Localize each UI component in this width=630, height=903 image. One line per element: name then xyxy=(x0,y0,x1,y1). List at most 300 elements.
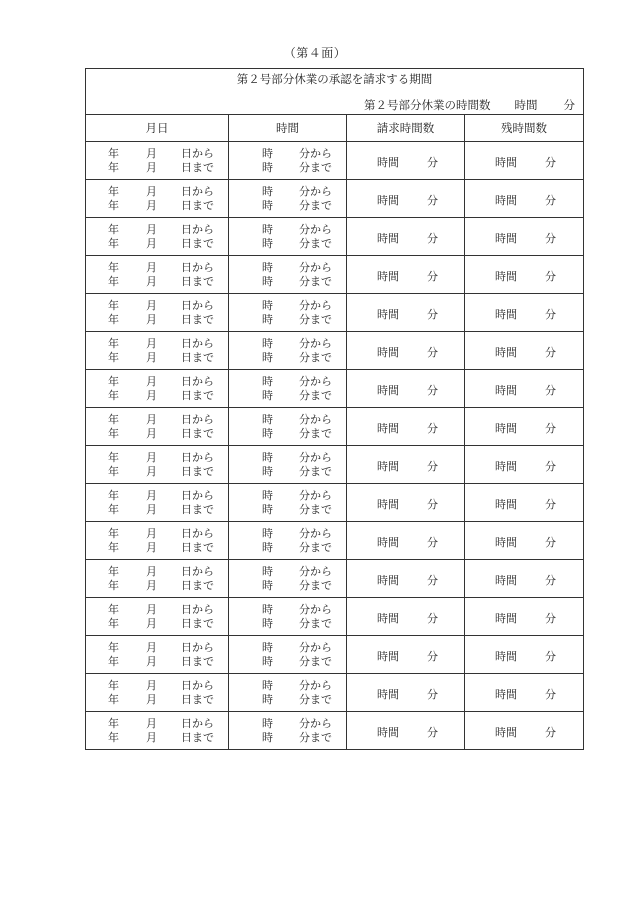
minutes-unit: 分 xyxy=(427,574,438,587)
year-unit: 年 xyxy=(108,679,119,692)
minutes-unit: 分 xyxy=(427,194,438,207)
minute-from-label: 分から xyxy=(299,527,332,540)
minutes-unit: 分 xyxy=(427,688,438,701)
day-to-label: 日まで xyxy=(181,237,214,250)
table-title: 第２号部分休業の承認を請求する期間 xyxy=(236,72,433,86)
remaining-hours-cell[interactable] xyxy=(465,218,584,256)
minutes-unit: 分 xyxy=(427,498,438,511)
minute-to-label: 分まで xyxy=(299,351,332,364)
minute-from-label: 分から xyxy=(299,717,332,730)
minutes-unit: 分 xyxy=(545,156,556,169)
minute-to-label: 分まで xyxy=(299,579,332,592)
requested-hours-cell[interactable] xyxy=(347,484,465,522)
hours-unit: 時間 xyxy=(377,308,399,321)
day-to-label: 日まで xyxy=(181,389,214,402)
hours-unit: 時間 xyxy=(377,574,399,587)
time-range-cell[interactable] xyxy=(229,484,347,522)
hours-unit: 時間 xyxy=(495,460,517,473)
minutes-unit: 分 xyxy=(427,384,438,397)
month-unit: 月 xyxy=(146,579,157,592)
day-from-label: 日から xyxy=(181,641,214,654)
minutes-unit: 分 xyxy=(545,422,556,435)
date-range-cell[interactable] xyxy=(86,180,229,218)
month-unit: 月 xyxy=(146,275,157,288)
table-row xyxy=(86,142,584,180)
minute-to-label: 分まで xyxy=(299,655,332,668)
hour-unit: 時 xyxy=(262,679,273,692)
minutes-unit: 分 xyxy=(427,156,438,169)
remaining-hours-cell[interactable] xyxy=(465,294,584,332)
hours-unit: 時間 xyxy=(377,688,399,701)
year-unit: 年 xyxy=(108,717,119,730)
month-unit: 月 xyxy=(146,299,157,312)
month-unit: 月 xyxy=(146,337,157,350)
table-row xyxy=(86,408,584,446)
day-to-label: 日まで xyxy=(181,655,214,668)
year-unit: 年 xyxy=(108,451,119,464)
time-range-cell[interactable] xyxy=(229,712,347,750)
month-unit: 月 xyxy=(146,375,157,388)
remaining-hours-cell[interactable] xyxy=(465,408,584,446)
day-from-label: 日から xyxy=(181,337,214,350)
day-from-label: 日から xyxy=(181,527,214,540)
time-range-cell[interactable] xyxy=(229,598,347,636)
date-range-cell[interactable] xyxy=(86,636,229,674)
requested-hours-cell[interactable] xyxy=(347,408,465,446)
year-unit: 年 xyxy=(108,337,119,350)
table-row xyxy=(86,636,584,674)
requested-hours-cell[interactable] xyxy=(347,294,465,332)
minute-to-label: 分まで xyxy=(299,541,332,554)
minute-to-label: 分まで xyxy=(299,313,332,326)
time-range-cell[interactable] xyxy=(229,560,347,598)
month-unit: 月 xyxy=(146,603,157,616)
year-unit: 年 xyxy=(108,579,119,592)
minutes-unit: 分 xyxy=(545,232,556,245)
day-to-label: 日まで xyxy=(181,503,214,516)
table-row xyxy=(86,256,584,294)
hours-unit: 時間 xyxy=(495,232,517,245)
column-header-requested: 請求時間数 xyxy=(347,115,465,142)
month-unit: 月 xyxy=(146,731,157,744)
hours-unit: 時間 xyxy=(377,270,399,283)
hours-unit: 時間 xyxy=(377,384,399,397)
hour-unit: 時 xyxy=(262,275,273,288)
day-to-label: 日まで xyxy=(181,313,214,326)
day-to-label: 日まで xyxy=(181,161,214,174)
minutes-unit: 分 xyxy=(427,422,438,435)
year-unit: 年 xyxy=(108,541,119,554)
day-from-label: 日から xyxy=(181,261,214,274)
hours-unit: 時間 xyxy=(495,688,517,701)
date-range-cell[interactable] xyxy=(86,560,229,598)
day-to-label: 日まで xyxy=(181,465,214,478)
requested-hours-cell[interactable] xyxy=(347,598,465,636)
table-row xyxy=(86,484,584,522)
day-to-label: 日まで xyxy=(181,579,214,592)
time-range-cell[interactable] xyxy=(229,370,347,408)
minute-from-label: 分から xyxy=(299,565,332,578)
hour-unit: 時 xyxy=(262,185,273,198)
time-range-cell[interactable] xyxy=(229,180,347,218)
hours-unit: 時間 xyxy=(377,650,399,663)
minutes-unit: 分 xyxy=(545,194,556,207)
minutes-unit: 分 xyxy=(545,612,556,625)
table-row xyxy=(86,522,584,560)
remaining-hours-cell[interactable] xyxy=(465,484,584,522)
minute-to-label: 分まで xyxy=(299,617,332,630)
year-unit: 年 xyxy=(108,275,119,288)
date-range-cell[interactable] xyxy=(86,256,229,294)
minutes-unit: 分 xyxy=(427,650,438,663)
day-from-label: 日から xyxy=(181,147,214,160)
hour-unit: 時 xyxy=(262,223,273,236)
year-unit: 年 xyxy=(108,313,119,326)
time-range-cell[interactable] xyxy=(229,218,347,256)
time-range-cell[interactable] xyxy=(229,142,347,180)
minute-from-label: 分から xyxy=(299,413,332,426)
requested-hours-cell[interactable] xyxy=(347,522,465,560)
date-range-cell[interactable] xyxy=(86,712,229,750)
month-unit: 月 xyxy=(146,617,157,630)
requested-hours-cell[interactable] xyxy=(347,446,465,484)
date-range-cell[interactable] xyxy=(86,408,229,446)
date-range-cell[interactable] xyxy=(86,218,229,256)
hour-unit: 時 xyxy=(262,527,273,540)
hours-unit: 時間 xyxy=(377,612,399,625)
hours-unit: 時間 xyxy=(495,574,517,587)
requested-hours-cell[interactable] xyxy=(347,180,465,218)
year-unit: 年 xyxy=(108,299,119,312)
day-from-label: 日から xyxy=(181,451,214,464)
minutes-unit: 分 xyxy=(545,688,556,701)
minute-to-label: 分まで xyxy=(299,389,332,402)
table-row xyxy=(86,218,584,256)
hour-unit: 時 xyxy=(262,489,273,502)
date-range-cell[interactable] xyxy=(86,370,229,408)
month-unit: 月 xyxy=(146,465,157,478)
minute-from-label: 分から xyxy=(299,185,332,198)
remaining-hours-cell[interactable] xyxy=(465,446,584,484)
hour-unit: 時 xyxy=(262,541,273,554)
remaining-hours-cell[interactable] xyxy=(465,636,584,674)
year-unit: 年 xyxy=(108,147,119,160)
year-unit: 年 xyxy=(108,565,119,578)
table-row xyxy=(86,446,584,484)
minute-from-label: 分から xyxy=(299,223,332,236)
minute-from-label: 分から xyxy=(299,489,332,502)
hour-unit: 時 xyxy=(262,389,273,402)
year-unit: 年 xyxy=(108,223,119,236)
minutes-unit: 分 xyxy=(545,270,556,283)
minute-to-label: 分まで xyxy=(299,503,332,516)
minutes-unit: 分 xyxy=(545,498,556,511)
table-row xyxy=(86,598,584,636)
table-row xyxy=(86,180,584,218)
hour-unit: 時 xyxy=(262,693,273,706)
month-unit: 月 xyxy=(146,161,157,174)
requested-hours-cell[interactable] xyxy=(347,370,465,408)
total-hours-label: 第２号部分休業の時間数 xyxy=(364,98,491,112)
hours-unit: 時間 xyxy=(495,270,517,283)
month-unit: 月 xyxy=(146,413,157,426)
time-range-cell[interactable] xyxy=(229,256,347,294)
hour-unit: 時 xyxy=(262,655,273,668)
month-unit: 月 xyxy=(146,489,157,502)
hours-unit: 時間 xyxy=(495,536,517,549)
hours-unit: 時間 xyxy=(495,498,517,511)
month-unit: 月 xyxy=(146,679,157,692)
requested-hours-cell[interactable] xyxy=(347,636,465,674)
day-from-label: 日から xyxy=(181,679,214,692)
day-from-label: 日から xyxy=(181,223,214,236)
minutes-unit: 分 xyxy=(427,460,438,473)
day-to-label: 日まで xyxy=(181,351,214,364)
minutes-unit: 分 xyxy=(427,308,438,321)
minutes-unit: 分 xyxy=(545,536,556,549)
remaining-hours-cell[interactable] xyxy=(465,256,584,294)
hour-unit: 時 xyxy=(262,565,273,578)
table-row xyxy=(86,294,584,332)
day-from-label: 日から xyxy=(181,717,214,730)
hour-unit: 時 xyxy=(262,731,273,744)
month-unit: 月 xyxy=(146,527,157,540)
requested-hours-cell[interactable] xyxy=(347,712,465,750)
month-unit: 月 xyxy=(146,451,157,464)
hour-unit: 時 xyxy=(262,717,273,730)
hour-unit: 時 xyxy=(262,413,273,426)
month-unit: 月 xyxy=(146,313,157,326)
month-unit: 月 xyxy=(146,641,157,654)
table-row xyxy=(86,332,584,370)
requested-hours-cell[interactable] xyxy=(347,218,465,256)
day-from-label: 日から xyxy=(181,565,214,578)
column-header-time: 時間 xyxy=(229,115,347,142)
year-unit: 年 xyxy=(108,527,119,540)
month-unit: 月 xyxy=(146,565,157,578)
year-unit: 年 xyxy=(108,413,119,426)
minute-to-label: 分まで xyxy=(299,161,332,174)
year-unit: 年 xyxy=(108,375,119,388)
requested-hours-cell[interactable] xyxy=(347,332,465,370)
remaining-hours-cell[interactable] xyxy=(465,522,584,560)
minutes-unit: 分 xyxy=(545,460,556,473)
hour-unit: 時 xyxy=(262,299,273,312)
year-unit: 年 xyxy=(108,185,119,198)
hour-unit: 時 xyxy=(262,199,273,212)
remaining-hours-cell[interactable] xyxy=(465,370,584,408)
month-unit: 月 xyxy=(146,655,157,668)
year-unit: 年 xyxy=(108,351,119,364)
hours-unit: 時間 xyxy=(495,612,517,625)
hour-unit: 時 xyxy=(262,375,273,388)
hour-unit: 時 xyxy=(262,161,273,174)
table-row xyxy=(86,712,584,750)
total-hours-field xyxy=(364,97,575,113)
month-unit: 月 xyxy=(146,717,157,730)
month-unit: 月 xyxy=(146,693,157,706)
month-unit: 月 xyxy=(146,389,157,402)
hours-unit: 時間 xyxy=(495,384,517,397)
year-unit: 年 xyxy=(108,655,119,668)
hours-unit: 時間 xyxy=(377,536,399,549)
day-from-label: 日から xyxy=(181,413,214,426)
hours-unit: 時間 xyxy=(377,460,399,473)
minute-to-label: 分まで xyxy=(299,275,332,288)
minute-to-label: 分まで xyxy=(299,693,332,706)
minutes-unit: 分 xyxy=(545,308,556,321)
date-range-cell[interactable] xyxy=(86,674,229,712)
hour-unit: 時 xyxy=(262,313,273,326)
hours-unit: 時間 xyxy=(495,194,517,207)
day-from-label: 日から xyxy=(181,375,214,388)
hour-unit: 時 xyxy=(262,451,273,464)
hours-unit: 時間 xyxy=(495,308,517,321)
date-range-cell[interactable] xyxy=(86,142,229,180)
requested-hours-cell[interactable] xyxy=(347,256,465,294)
minutes-unit: 分 xyxy=(427,612,438,625)
minutes-unit: 分 xyxy=(545,384,556,397)
year-unit: 年 xyxy=(108,161,119,174)
minutes-unit: 分 xyxy=(427,346,438,359)
year-unit: 年 xyxy=(108,693,119,706)
hours-unit: 時間 xyxy=(377,194,399,207)
hour-unit: 時 xyxy=(262,503,273,516)
date-range-cell[interactable] xyxy=(86,332,229,370)
month-unit: 月 xyxy=(146,237,157,250)
year-unit: 年 xyxy=(108,731,119,744)
table-row xyxy=(86,370,584,408)
minutes-unit: 分 xyxy=(427,232,438,245)
month-unit: 月 xyxy=(146,351,157,364)
year-unit: 年 xyxy=(108,465,119,478)
hours-unit: 時間 xyxy=(495,726,517,739)
hours-unit: 時間 xyxy=(495,346,517,359)
hour-unit: 時 xyxy=(262,237,273,250)
date-range-cell[interactable] xyxy=(86,522,229,560)
month-unit: 月 xyxy=(146,503,157,516)
hour-unit: 時 xyxy=(262,261,273,274)
year-unit: 年 xyxy=(108,237,119,250)
date-range-cell[interactable] xyxy=(86,294,229,332)
hours-unit: 時間 xyxy=(377,498,399,511)
day-from-label: 日から xyxy=(181,299,214,312)
time-range-cell[interactable] xyxy=(229,636,347,674)
time-range-cell[interactable] xyxy=(229,332,347,370)
day-from-label: 日から xyxy=(181,489,214,502)
hours-unit: 時間 xyxy=(377,726,399,739)
table-row xyxy=(86,560,584,598)
column-header-date: 月日 xyxy=(86,115,229,142)
column-header-remaining: 残時間数 xyxy=(465,115,584,142)
remaining-hours-cell[interactable] xyxy=(465,180,584,218)
minute-from-label: 分から xyxy=(299,147,332,160)
total-minutes-unit: 分 xyxy=(563,98,575,112)
minute-from-label: 分から xyxy=(299,641,332,654)
date-range-cell[interactable] xyxy=(86,446,229,484)
time-range-cell[interactable] xyxy=(229,446,347,484)
table-row xyxy=(86,674,584,712)
minute-to-label: 分まで xyxy=(299,199,332,212)
day-to-label: 日まで xyxy=(181,731,214,744)
minute-from-label: 分から xyxy=(299,375,332,388)
month-unit: 月 xyxy=(146,427,157,440)
minute-from-label: 分から xyxy=(299,451,332,464)
time-range-cell[interactable] xyxy=(229,294,347,332)
hour-unit: 時 xyxy=(262,603,273,616)
minutes-unit: 分 xyxy=(545,346,556,359)
requested-hours-cell[interactable] xyxy=(347,142,465,180)
hour-unit: 時 xyxy=(262,617,273,630)
requested-hours-cell[interactable] xyxy=(347,560,465,598)
hours-unit: 時間 xyxy=(377,156,399,169)
minute-from-label: 分から xyxy=(299,679,332,692)
year-unit: 年 xyxy=(108,603,119,616)
minute-from-label: 分から xyxy=(299,299,332,312)
hour-unit: 時 xyxy=(262,465,273,478)
day-to-label: 日まで xyxy=(181,617,214,630)
hours-unit: 時間 xyxy=(495,422,517,435)
hour-unit: 時 xyxy=(262,641,273,654)
year-unit: 年 xyxy=(108,489,119,502)
minute-to-label: 分まで xyxy=(299,427,332,440)
minutes-unit: 分 xyxy=(427,270,438,283)
remaining-hours-cell[interactable] xyxy=(465,142,584,180)
minute-from-label: 分から xyxy=(299,337,332,350)
hours-unit: 時間 xyxy=(377,232,399,245)
remaining-hours-cell[interactable] xyxy=(465,674,584,712)
day-to-label: 日まで xyxy=(181,541,214,554)
year-unit: 年 xyxy=(108,503,119,516)
minutes-unit: 分 xyxy=(545,726,556,739)
minute-from-label: 分から xyxy=(299,261,332,274)
month-unit: 月 xyxy=(146,541,157,554)
page-number-label: （第４面） xyxy=(283,46,347,60)
minute-to-label: 分まで xyxy=(299,731,332,744)
time-range-cell[interactable] xyxy=(229,408,347,446)
remaining-hours-cell[interactable] xyxy=(465,560,584,598)
day-from-label: 日から xyxy=(181,603,214,616)
hours-unit: 時間 xyxy=(495,156,517,169)
minutes-unit: 分 xyxy=(427,726,438,739)
hours-unit: 時間 xyxy=(377,422,399,435)
minute-to-label: 分まで xyxy=(299,237,332,250)
remaining-hours-cell[interactable] xyxy=(465,598,584,636)
month-unit: 月 xyxy=(146,199,157,212)
minute-from-label: 分から xyxy=(299,603,332,616)
minutes-unit: 分 xyxy=(545,650,556,663)
month-unit: 月 xyxy=(146,261,157,274)
hour-unit: 時 xyxy=(262,427,273,440)
month-unit: 月 xyxy=(146,147,157,160)
table-header xyxy=(86,69,584,115)
year-unit: 年 xyxy=(108,617,119,630)
time-range-cell[interactable] xyxy=(229,522,347,560)
requested-hours-cell[interactable] xyxy=(347,674,465,712)
date-range-cell[interactable] xyxy=(86,484,229,522)
month-unit: 月 xyxy=(146,185,157,198)
minutes-unit: 分 xyxy=(427,536,438,549)
remaining-hours-cell[interactable] xyxy=(465,712,584,750)
year-unit: 年 xyxy=(108,261,119,274)
date-range-cell[interactable] xyxy=(86,598,229,636)
day-to-label: 日まで xyxy=(181,427,214,440)
day-to-label: 日まで xyxy=(181,275,214,288)
remaining-hours-cell[interactable] xyxy=(465,332,584,370)
hour-unit: 時 xyxy=(262,337,273,350)
time-range-cell[interactable] xyxy=(229,674,347,712)
hour-unit: 時 xyxy=(262,147,273,160)
